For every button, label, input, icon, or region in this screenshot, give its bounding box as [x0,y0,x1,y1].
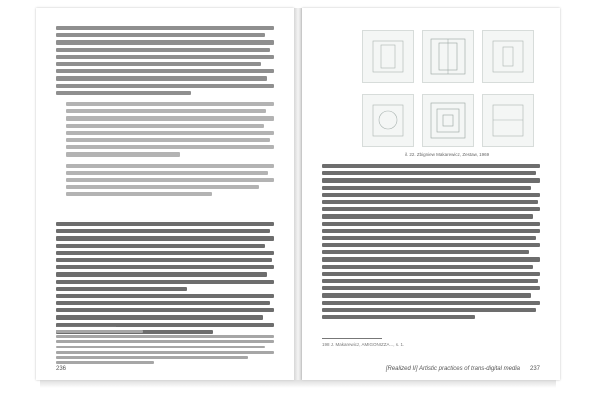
illustration-thumb-5 [422,94,474,147]
gutter [294,8,302,380]
footnote-rule-right [322,338,382,339]
footnote-rule [56,326,116,327]
figure-caption: il. 22. Zbigniew Makarewicz, Zestaw, 1969 [404,152,490,157]
illustration-thumb-3 [482,30,534,83]
book-spread [36,8,560,380]
illustration-thumb-2 [422,30,474,83]
page-number-left: 236 [56,366,67,372]
illustration-thumb-6 [482,94,534,147]
illustration-grid [362,30,532,148]
illustration-thumb-1 [362,30,414,83]
body-text-block-2 [56,222,274,337]
illustration-thumb-4 [362,94,414,147]
body-text-block-3 [322,164,540,322]
book-shadow [40,380,556,388]
block-quote [66,102,274,199]
running-footer: [Realized II] Artistic practices of trans-digital media [385,366,520,372]
footnotes [56,330,274,366]
footnote-right: 198 J. Makarewicz, AMIGONIZZA..., s. 1. [322,342,405,347]
body-text-block [56,26,274,98]
page-number-right: 237 [529,366,540,372]
right-page [302,8,560,380]
left-page [36,8,294,380]
